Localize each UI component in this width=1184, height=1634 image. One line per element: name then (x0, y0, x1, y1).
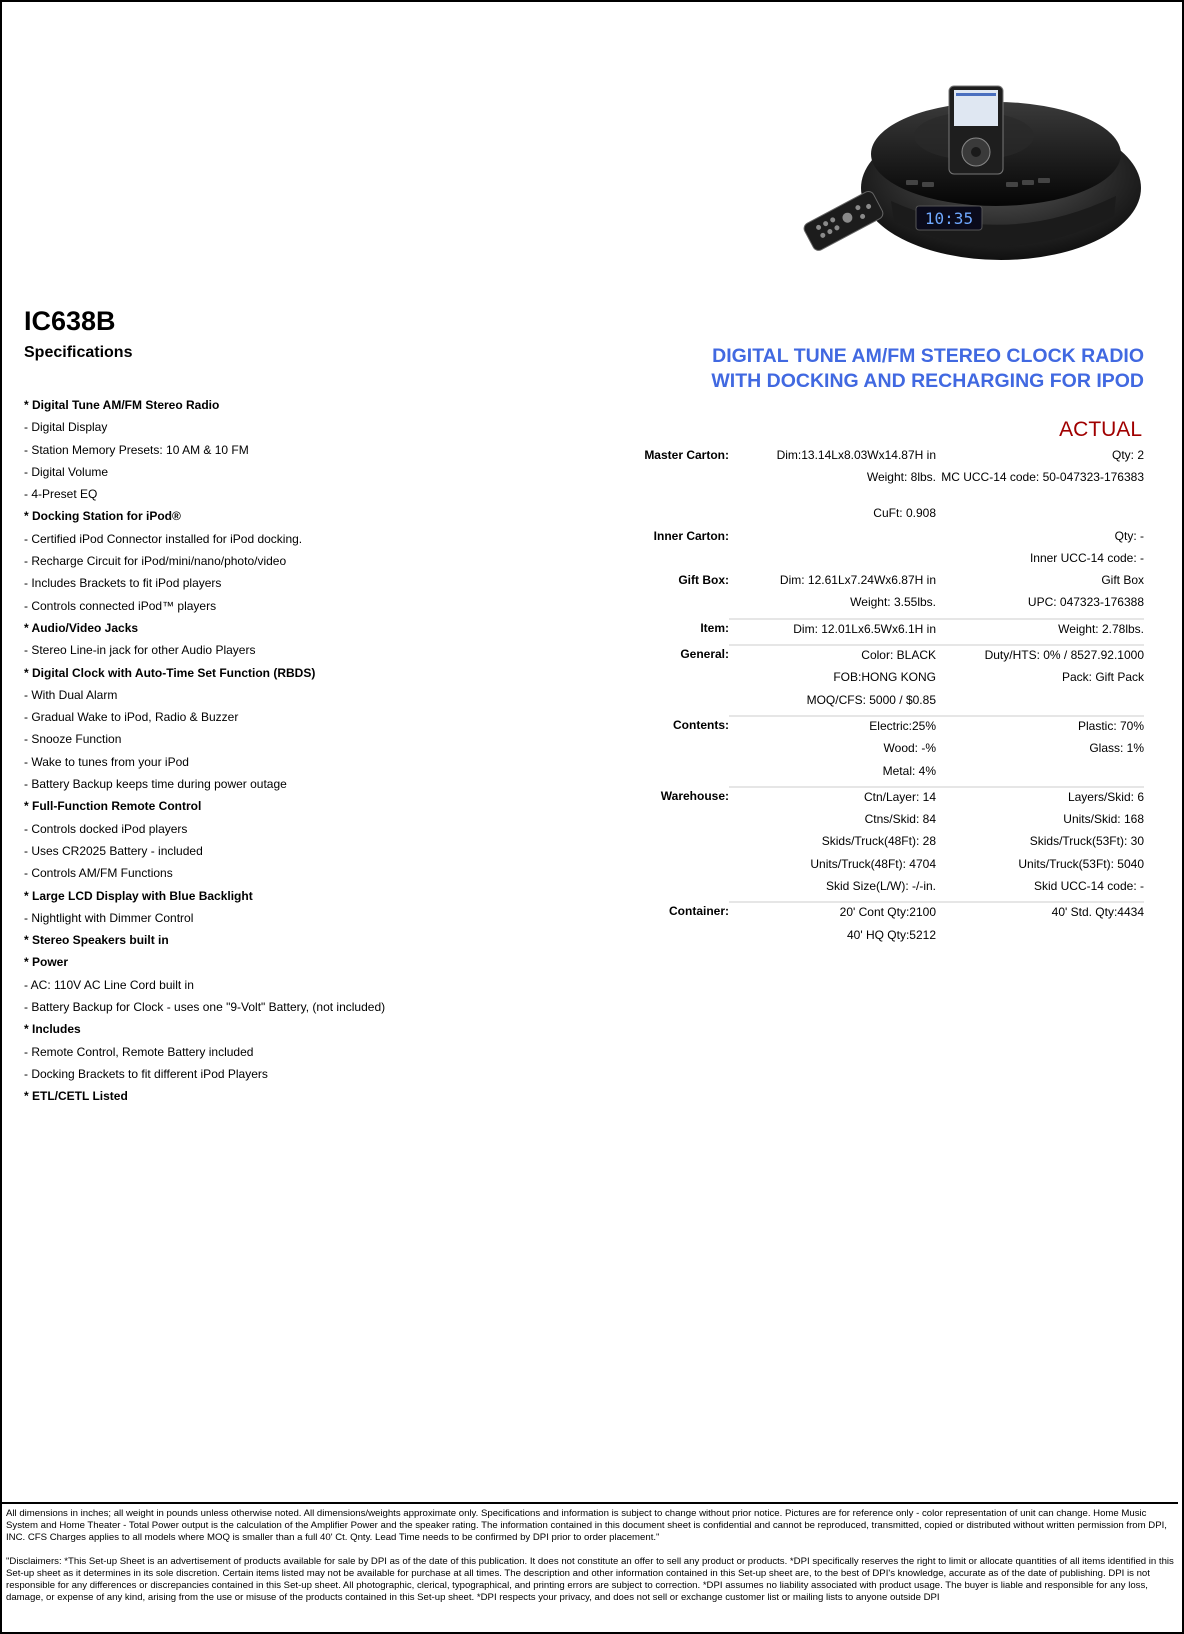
specifications-list (24, 398, 544, 1112)
table-row (600, 902, 1144, 927)
row-value: Ctn/Layer: 14 (729, 787, 936, 812)
row-value: CuFt: 0.908 (873, 506, 936, 521)
table-row (600, 551, 1144, 573)
row-label: Gift Box: (678, 573, 729, 588)
spec-feature-item: - Controls connected iPod™ players (24, 598, 217, 613)
spec-feature-item: - Stereo Line-in jack for other Audio Players (24, 643, 256, 658)
logistics-table (600, 448, 1144, 950)
spec-feature-heading: * ETL/CETL Listed (24, 1089, 128, 1104)
row-value: Layers/Skid: 6 (936, 787, 1144, 812)
footer-disclaimers: "Disclaimers: *This Set-up Sheet is an advertisement of products available for sale by DPI as of the date of this publication. It does not constitute an offer to sell any product or products. *DPI specifically reserves the right to limit or allocate quantities of all items identified in this Set-up sheet as it determines in its sole discretion. Certain items listed may not be available for purchase at all times. The description and other information contained in this Set-up sheet are, to the best of DPI's knowledge, accurate as of the date of publishing. DPI is not responsible for any differences or discrepancies contained in this Set-up sheet. All photographic, clerical, typographical, and printing errors are subject to correction. *DPI assumes no liability associated with product usage. The buyer is liable and responsible for any loss, damage, or expense of any kind, arising from the use or misuse of the products contained in this Set-up sheet. *DPI respects your privacy, and does not sell or exchange customer list or mailing lists to anyone outside DPI (6, 1556, 1174, 1603)
row-label (600, 812, 729, 834)
table-row (600, 812, 1144, 834)
footer-notice: All dimensions in inches; all weight in pounds unless otherwise noted. All dimensions/weights approximate only. Specifications and information is subject to change without prior notice. Pictures are for reference only - color representation of unit can change. Home Music System and Home Theater - Total Power output is the calculation of the Amplifier Power and the speaker rating. The information contained in this document sheet is confidential and cannot be reproduced, transmitted, copied or distributed without written permission from DPI, INC. CFS Charges applies to all models where MOQ is smaller than a full 40' Ct. Qnty. Lead Time needs to be confirmed by DPI prior to order placement." (6, 1508, 1167, 1543)
spec-feature-heading: * Includes (24, 1022, 81, 1037)
table-row (600, 693, 1144, 716)
spec-feature-heading: * Stereo Speakers built in (24, 933, 169, 948)
row-label (600, 551, 729, 573)
spec-feature-item: - Battery Backup for Clock - uses one "9-Volt" Battery, (not included) (24, 1000, 386, 1015)
row-label (600, 764, 729, 787)
spec-feature-heading: * Docking Station for iPod® (24, 509, 181, 524)
spec-feature-heading: * Power (24, 955, 69, 970)
row-label (600, 879, 729, 902)
table-row (600, 928, 1144, 950)
spec-feature-item: - Certified iPod Connector installed for iPod docking. (24, 531, 303, 546)
table-row (600, 506, 1144, 528)
spec-feature-item: - Docking Brackets to fit different iPod Players (24, 1066, 268, 1081)
row-value (729, 551, 936, 573)
row-value: Plastic: 70% (936, 716, 1144, 741)
row-value: Weight: 8lbs. (866, 470, 936, 485)
table-row (600, 857, 1144, 879)
spec-feature-item: - Snooze Function (24, 732, 122, 747)
row-value: Skids/Truck(48Ft): 28 (821, 834, 936, 849)
model-number: IC638B (24, 306, 116, 336)
table-row (600, 670, 1144, 692)
row-label (600, 595, 729, 618)
product-title-line-1: DIGITAL TUNE AM/FM STEREO CLOCK RADIO (712, 345, 1144, 367)
spec-feature-item: - Remote Control, Remote Battery included (24, 1044, 254, 1059)
row-value: 40' Std. Qty:4434 (936, 902, 1144, 927)
spec-feature-heading: * Digital Tune AM/FM Stereo Radio (24, 398, 220, 412)
row-label: General: (680, 647, 729, 662)
spec-feature-item: - Recharge Circuit for iPod/mini/nano/photo/video (24, 554, 287, 569)
table-row (600, 834, 1144, 856)
table-row (600, 716, 1144, 741)
row-value: Units/Skid: 168 (1063, 812, 1144, 827)
row-label (600, 670, 729, 692)
row-value: Skids/Truck(53Ft): 30 (1029, 834, 1144, 849)
row-value: Electric:25% (729, 716, 936, 741)
table-row (600, 787, 1144, 812)
spec-feature-heading: * Audio/Video Jacks (24, 620, 139, 635)
row-value: Inner UCC-14 code: - (1029, 550, 1144, 565)
spec-feature-item: - Wake to tunes from your iPod (24, 754, 189, 769)
row-label (600, 470, 729, 506)
footer-disclaimer (2, 1502, 1178, 1630)
row-label (600, 741, 729, 763)
table-row (600, 619, 1144, 645)
row-label (600, 928, 729, 950)
product-title-line-2: WITH DOCKING AND RECHARGING FOR IPOD (711, 370, 1144, 392)
spec-feature-item: - Nightlight with Dimmer Control (24, 910, 194, 925)
row-label: Container: (669, 904, 729, 919)
row-value: Units/Truck(48Ft): 4704 (810, 856, 936, 871)
row-value: Metal: 4% (882, 763, 936, 778)
clock-display: 10:35 (924, 209, 974, 228)
row-value: Gift Box (1101, 573, 1144, 588)
row-label (600, 506, 729, 528)
table-row (600, 595, 1144, 618)
row-value: Qty: 2 (1111, 448, 1144, 462)
row-value: Qty: - (1114, 528, 1144, 543)
spec-feature-item: - Gradual Wake to iPod, Radio & Buzzer (24, 710, 239, 725)
row-value: Dim:13.14Lx8.03Wx14.87H in (776, 448, 936, 462)
product-photo (796, 76, 1142, 294)
row-value (729, 529, 936, 551)
spec-feature-item: - Battery Backup keeps time during power outage (24, 777, 287, 792)
row-value (936, 928, 1144, 950)
row-value (936, 506, 1144, 528)
row-value: Ctns/Skid: 84 (864, 812, 936, 827)
table-row (600, 448, 1144, 470)
row-value: Wood: -% (883, 741, 936, 756)
table-row (600, 470, 1144, 506)
spec-feature-item: - Includes Brackets to fit iPod players (24, 576, 222, 591)
row-value (936, 764, 1144, 787)
row-value: Dim: 12.01Lx6.5Wx6.1H in (729, 619, 936, 645)
spec-feature-item: - Controls AM/FM Functions (24, 866, 173, 881)
spec-feature-item: - With Dual Alarm (24, 687, 118, 702)
row-label: Contents: (673, 717, 729, 732)
spec-feature-item: - Digital Display (24, 420, 108, 435)
row-value: Weight: 3.55lbs. (850, 595, 936, 610)
spec-feature-item: - Station Memory Presets: 10 AM & 10 FM (24, 442, 249, 457)
row-value: Skid Size(L/W): -/-in. (825, 879, 936, 894)
row-value: Weight: 2.78lbs. (936, 619, 1144, 645)
spec-feature-item: - Controls docked iPod players (24, 821, 188, 836)
table-row (600, 879, 1144, 902)
table-row (600, 529, 1144, 551)
row-value: Dim: 12.61Lx7.24Wx6.87H in (779, 573, 936, 588)
table-row (600, 645, 1144, 670)
row-label (600, 693, 729, 716)
row-label: Inner Carton: (653, 528, 729, 543)
table-row (600, 741, 1144, 763)
row-label: Master Carton: (644, 448, 729, 462)
spec-feature-item: - 4-Preset EQ (24, 487, 98, 502)
status-label: ACTUAL (1059, 418, 1142, 441)
spec-feature-item: - AC: 110V AC Line Cord built in (24, 977, 194, 992)
product-title (544, 344, 1144, 394)
row-value: Duty/HTS: 0% / 8527.92.1000 (936, 645, 1144, 670)
spec-feature-item: - Uses CR2025 Battery - included (24, 843, 203, 858)
row-value: Color: BLACK (729, 645, 936, 670)
row-value: MOQ/CFS: 5000 / $0.85 (806, 692, 936, 707)
row-value: Skid UCC-14 code: - (1033, 879, 1144, 894)
spec-feature-item: - Digital Volume (24, 464, 109, 479)
row-value: Units/Truck(53Ft): 5040 (1018, 856, 1144, 871)
row-value: MC UCC-14 code: 50-047323-176383 (941, 470, 1144, 485)
spec-feature-heading: * Digital Clock with Auto-Time Set Function (RBDS) (24, 665, 316, 680)
row-value: 20' Cont Qty:2100 (729, 902, 936, 927)
row-value (936, 693, 1144, 716)
specifications-heading: Specifications (24, 344, 133, 361)
row-value: Glass: 1% (1089, 741, 1144, 756)
row-value: 40' HQ Qty:5212 (846, 927, 936, 942)
spec-feature-heading: * Full-Function Remote Control (24, 799, 202, 814)
row-label (600, 857, 729, 879)
row-value: Pack: Gift Pack (1061, 670, 1144, 685)
spec-feature-heading: * Large LCD Display with Blue Backlight (24, 888, 253, 903)
row-value: FOB:HONG KONG (833, 670, 936, 685)
row-value: UPC: 047323-176388 (1027, 595, 1144, 610)
table-row (600, 573, 1144, 595)
row-label: Warehouse: (660, 788, 729, 803)
row-label: Item: (700, 620, 729, 635)
row-label (600, 834, 729, 856)
table-row (600, 764, 1144, 787)
